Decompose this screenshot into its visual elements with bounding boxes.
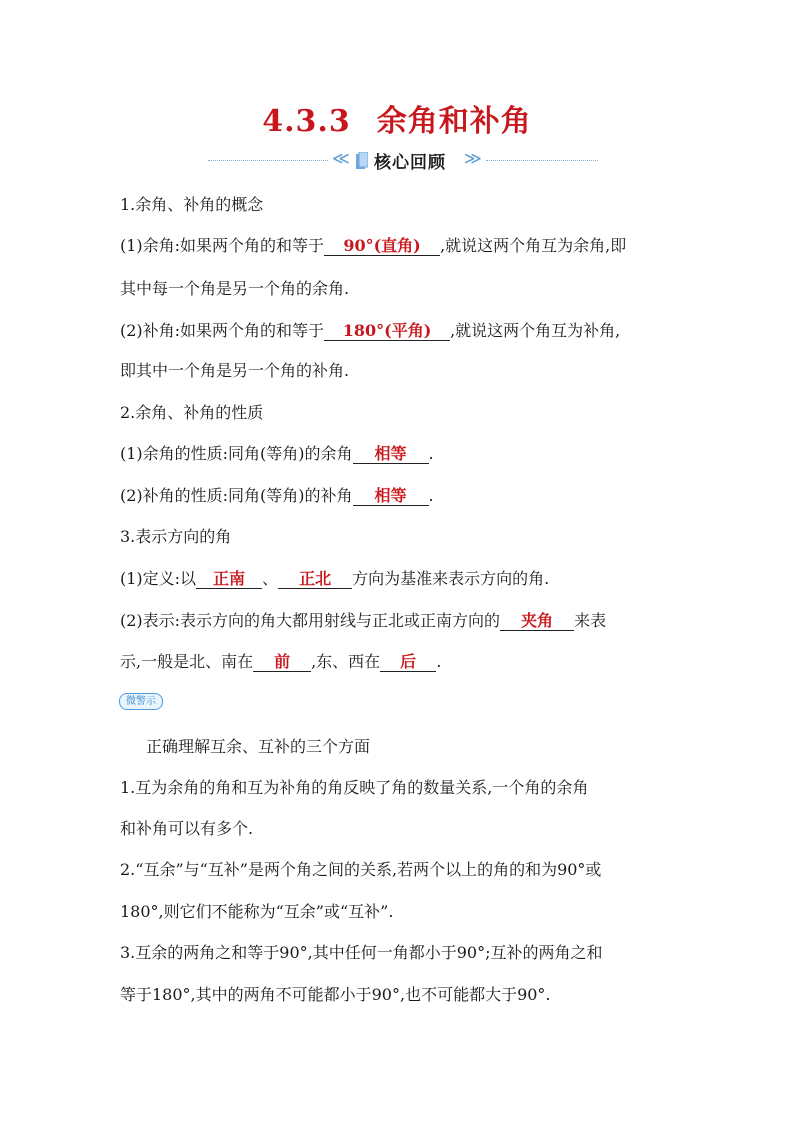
text-segment: 方向为基准来表示方向的角. (352, 569, 550, 588)
text-segment: 、 (262, 569, 279, 588)
tip-point-1-cont: 和补角可以有多个. (120, 819, 254, 838)
direction-representation (120, 608, 606, 631)
text-segment: (2)补角的性质:同角(等角)的补角 (120, 486, 353, 505)
text-segment: . (428, 486, 434, 505)
text-segment: ,就说这两个角互为补角, (450, 321, 621, 340)
answer-blank: 前 (253, 653, 311, 672)
answer-blank: 90°(直角) (324, 237, 440, 256)
text-segment: ,就说这两个角互为余角,即 (440, 236, 627, 255)
section-title: 余角和补角 (376, 104, 532, 139)
page-title (0, 96, 794, 140)
text-segment: . (428, 444, 434, 463)
text-segment: (1)余角的性质:同角(等角)的余角 (120, 444, 353, 463)
answer-blank: 后 (380, 653, 436, 672)
tip-point-2: 2.“互余”与“互补”是两个角之间的关系,若两个以上的角的和为90°或 (120, 860, 602, 879)
tip-point-2-cont: 180°,则它们不能称为“互余”或“互补”. (120, 902, 394, 921)
section-header (208, 148, 598, 174)
text-segment: (2)补角:如果两个角的和等于 (120, 321, 325, 340)
tip-badge: 微警示 (119, 693, 163, 710)
text-segment: ,东、西在 (311, 652, 381, 671)
text-segment: (2)表示:表示方向的角大都用射线与正北或正南方向的 (120, 611, 501, 630)
text-segment: (1)定义:以 (120, 569, 197, 588)
double-chevron-right-icon: ≫ (464, 149, 482, 169)
divider-left (208, 160, 328, 161)
supplement-definition (120, 318, 620, 341)
book-icon (356, 152, 368, 169)
text-segment: 来表 (574, 611, 607, 630)
tip-point-3: 3.互余的两角之和等于90°,其中任何一角都小于90°;互补的两角之和 (120, 943, 603, 962)
answer-blank: 相等 (353, 487, 429, 506)
answer-blank: 相等 (353, 445, 429, 464)
complement-definition (120, 233, 626, 256)
text-segment: (1)余角:如果两个角的和等于 (120, 236, 325, 255)
complement-definition-cont: 其中每一个角是另一个角的余角. (120, 279, 350, 298)
tip-heading: 正确理解互余、互补的三个方面 (146, 737, 371, 756)
answer-blank: 正北 (278, 570, 352, 589)
complement-property (120, 441, 434, 464)
supplement-property (120, 483, 434, 506)
double-chevron-left-icon: ≪ (332, 149, 350, 169)
answer-blank: 180°(平角) (324, 322, 450, 341)
text-segment: . (436, 652, 442, 671)
direction-representation-cont (120, 649, 441, 672)
heading-concepts: 1.余角、补角的概念 (120, 195, 264, 214)
section-number: 4.3.3 (262, 104, 351, 139)
answer-blank: 夹角 (500, 612, 574, 631)
tip-point-1: 1.互为余角的角和互为补角的角反映了角的数量关系,一个角的余角 (120, 778, 589, 797)
text-segment: 示,一般是北、南在 (120, 652, 254, 671)
direction-definition (120, 566, 549, 589)
heading-direction-angles: 3.表示方向的角 (120, 527, 232, 546)
heading-properties: 2.余角、补角的性质 (120, 403, 264, 422)
supplement-definition-cont: 即其中一个角是另一个角的补角. (120, 361, 350, 380)
divider-right (486, 160, 598, 161)
section-label: 核心回顾 (374, 153, 446, 173)
tip-point-3-cont: 等于180°,其中的两角不可能都小于90°,也不可能都大于90°. (120, 985, 551, 1004)
answer-blank: 正南 (196, 570, 262, 589)
